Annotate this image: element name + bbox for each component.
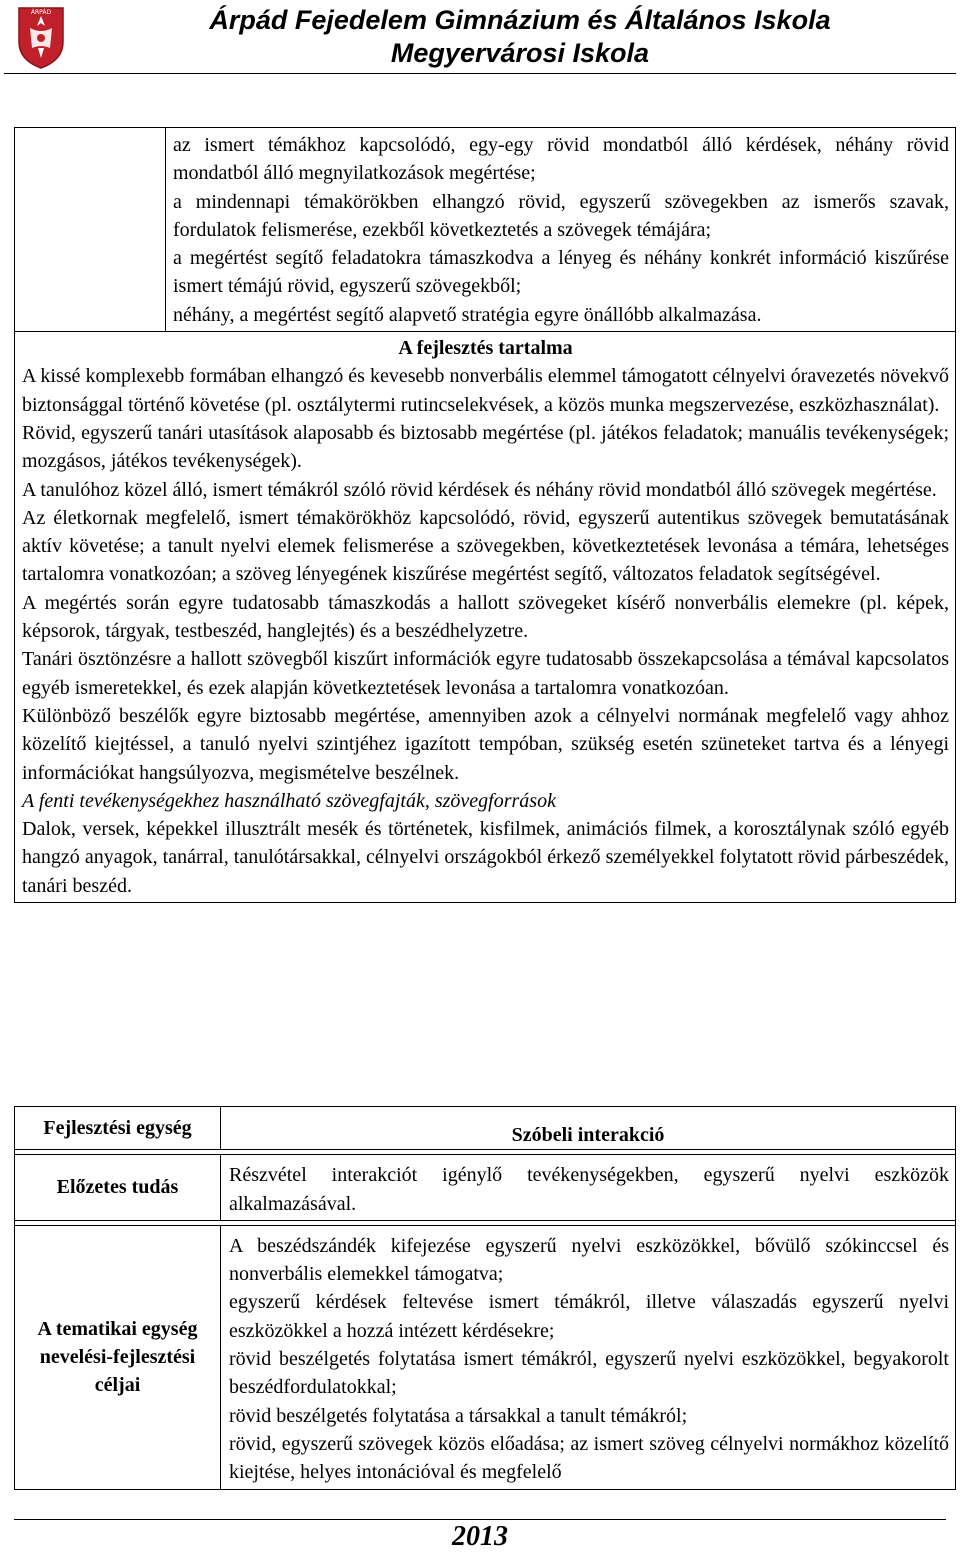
footer-rule [14,1519,946,1520]
school-name-line2: Megyervárosi Iskola [390,38,650,68]
school-crest-icon [16,4,66,70]
goal-line: a megértést segítő feladatokra támaszkodva a lényeg és néhány konkrét információ kiszűrése ismert témájú rövid, egyszerű szövegekből; [173,247,949,298]
prior-knowledge-text: Részvétel interakciót igénylő tevékenységekben, egyszerű nyelvi eszközök alkalmazásával. [221,1155,956,1221]
unit-goal-line: rövid beszélgetés folytatása ismert témákról, egyszerű nyelvi eszközökkel, begyakorolt beszédfordulatokkal; [229,1348,949,1399]
unit-goal-line: A beszédszándék kifejezése egyszerű nyelvi eszközökkel, bővülő szókinccsel és nonverbális elemekkel támogatva; [229,1234,949,1286]
unit-value-cell: Szóbeli interakció [221,1107,956,1150]
empty-label-cell [15,128,166,332]
sources-text: Dalok, versek, képekkel illusztrált mesék és történetek, kisfilmek, animációs filmek, a korosztálynak szóló egyéb hangzó anyagok, tanárral, tanulótársakkal, célnyelvi országokból érkező személyekkel folytatott rövid párbeszédek, tanári beszéd. [22,818,949,897]
unit-goal-line: rövid, egyszerű szövegek közös előadása; az ismert szöveg célnyelvi normákhoz közelítő kiejtése, helyes intonációval és megfelelő [229,1432,949,1484]
content-paragraph: A tanulóhoz közel álló, ismert témákról szóló rövid kérdések és néhány rövid mondatból álló szövegek megértése. [22,478,937,501]
school-title [90,4,950,70]
content-paragraph: A kissé komplexebb formában elhangzó és kevesebb nonverbális elemmel támogatott célnyelvi óravezetés növekvő biztonsággal történő követése (pl. osztálytermi rutincselekvések, a közös munka megszervezése, eszközhasználat). [22,365,949,416]
section-title: A fejlesztés tartalma [398,337,573,360]
school-name-line1: Árpád Fejedelem Gimnázium és Általános Iskola [209,5,831,35]
goal-line: a mindennapi témakörökben elhangzó rövid, egyszerű szövegekben az ismerős szavak, fordulatok felismerése, ezekből következtetés a szövegek témájára; [173,190,949,241]
goals-content-table [14,127,956,903]
header-rule [4,73,956,74]
svg-text:ÁRPÁD: ÁRPÁD [30,9,52,16]
unit-table [14,1106,956,1490]
unit-goals-cell [221,1225,956,1489]
footer-year: 2013 [452,1521,508,1552]
sources-heading: A fenti tevékenységekhez használható szövegfajták, szövegforrások [22,789,556,812]
content-paragraph: Rövid, egyszerű tanári utasítások alaposabb és biztosabb megértése (pl. játékos feladatok; manuális tevékenységek; mozgásos, játékos tevékenységek). [22,421,949,473]
unit-label-cell: Fejlesztési egység [15,1107,221,1150]
content-paragraph: Tanári ösztönzésre a hallott szövegből kiszűrt információk egyre tudatosabb összekapcsolása a témával kapcsolatos egyéb ismeretekkel, és ezek alapján következtetések levonása a tartalomra vonatkozóan. [22,648,949,699]
content-paragraph: A megértés során egyre tudatosabb támaszkodás a hallott szövegeket kísérő nonverbális elemekre (pl. képek, képsorok, tárgyak, testbeszéd, hanglejtés) és a beszédhelyzetre. [22,591,949,643]
content-paragraph: Különböző beszélők egyre biztosabb megértése, amennyiben azok a célnyelvi normának megfelelő vagy ahhoz közelítő kiejtéssel, a tanuló nyelvi szintjéhez igazított tempóban, szükség esetén szüneteket tartva és a lényegi információkat hangsúlyozva, megismételve beszélnek. [22,704,949,784]
goal-line: az ismert témákhoz kapcsolódó, egy-egy rövid mondatból álló kérdések, néhány rövid mondatból álló megnyilatkozások megértése; [173,134,949,185]
unit-goals-label: A tematikai egység nevelési-fejlesztési céljai [15,1225,221,1489]
unit-goal-line: rövid beszélgetés folytatása a társakkal a tanult témákról; [229,1404,688,1427]
page-header [0,0,960,76]
development-content-cell [15,332,956,903]
goal-line: néhány, a megértést segítő alapvető stratégia egyre önállóbb alkalmazása. [173,303,762,326]
unit-goal-line: egyszerű kérdések feltevése ismert témákról, illetve válaszadás egyszerű nyelvi eszközökkel a hozzá intézett kérdésekre; [229,1291,949,1342]
content-paragraph: Az életkornak megfelelő, ismert témakörökhöz kapcsolódó, rövid, egyszerű autentikus szövegek bemutatásának aktív követése; a tanult nyelvi elemek felismerése a szövegekben, következtetések levonása a témára, lehetséges tartalomra vonatkozóan; a szöveg lényegének kiszűrése megértést segítő, változatos feladatok segítségével. [22,506,949,586]
prior-knowledge-label: Előzetes tudás [15,1155,221,1221]
goals-cell [166,128,956,332]
